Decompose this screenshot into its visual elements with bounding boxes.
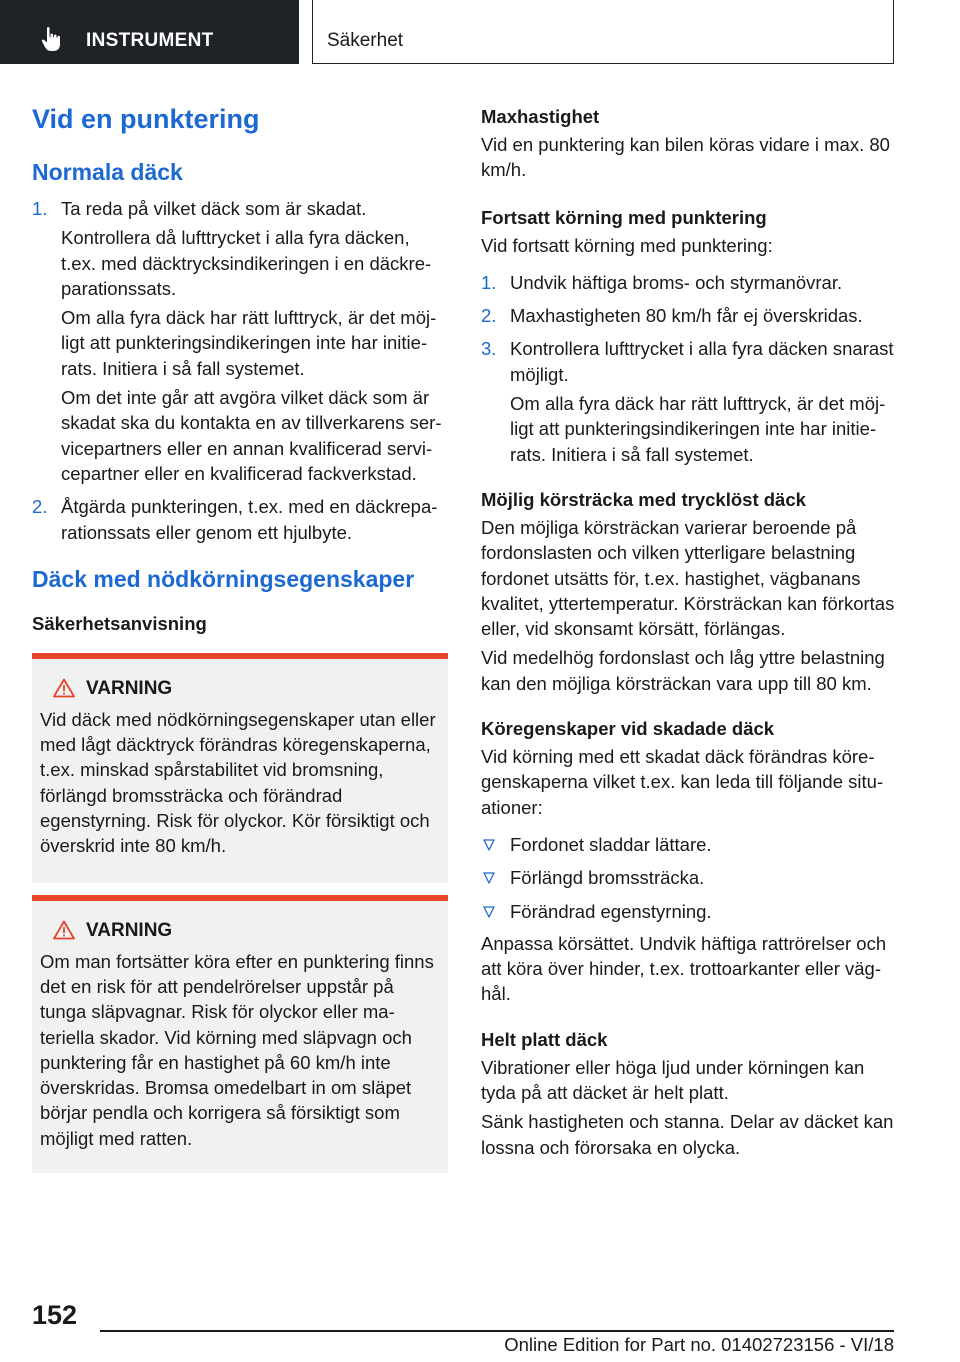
step-text: Kontrollera lufttrycket i alla fyra däcken snarast möjligt. — [510, 338, 894, 385]
step-text: Om det inte går att avgöra vilket däck som är skadat ska du kontakta en av tillverkarens servicepartners eller en annan kvalificerad servicepartner eller en kvalificerad fackverkstad. — [61, 387, 442, 484]
paragraph: Anpassa körsättet. Undvik häftiga rattrörelser och att köra över hinder, t.ex. trottoarkanter eller väghål. — [481, 932, 887, 1005]
subheading-normal-tires: Normala däck — [32, 159, 183, 185]
paragraph: Sänk hastigheten och stanna. Delar av däcket kan lossna och förorsaka en olycka. — [481, 1111, 894, 1158]
warning-header — [40, 919, 440, 949]
step-text: Ta reda på vilket däck som är skadat. — [61, 198, 367, 219]
header-page-title-box — [312, 0, 894, 64]
list-item — [481, 865, 897, 890]
step-number: 1. — [481, 271, 497, 293]
step-number: 2. — [481, 305, 497, 327]
bullet-text: Förlängd bromssträcka. — [510, 867, 705, 889]
warning-header — [40, 677, 440, 707]
list-item — [32, 196, 448, 486]
triangle-bullet-icon — [483, 872, 495, 884]
hand-pointer-icon — [40, 26, 64, 52]
heading-handling: Köregenskaper vid skadade däck — [481, 718, 775, 740]
heading-continued-driving: Fortsatt körning med punktering — [481, 206, 767, 228]
paragraph: Vid medelhög fordonslast och låg yttre belastning kan den möjliga körsträckan vara upp till 80 km. — [481, 647, 885, 694]
triangle-bullet-icon — [483, 839, 495, 851]
paragraph: Vid fortsatt körning med punktering: — [481, 234, 773, 256]
step-number: 1. — [32, 198, 48, 219]
continued-driving-steps — [481, 270, 897, 467]
heading-flat-tire: Helt platt däck — [481, 1028, 608, 1050]
step-number: 2. — [32, 496, 48, 518]
subheading-runflat: Däck med nödkörningsegenskaper — [32, 565, 415, 592]
list-item — [481, 270, 897, 295]
warning-triangle-icon — [53, 920, 75, 940]
heading-max-speed: Maxhastighet — [481, 106, 600, 127]
warning-box — [32, 895, 448, 1173]
warning-box — [32, 653, 448, 883]
list-item — [481, 899, 897, 924]
bullet-text: Förändrad egenstyrning. — [510, 900, 712, 922]
list-item — [481, 336, 897, 466]
step-text: Maxhastigheten 80 km/h får ej överskridas. — [510, 305, 863, 327]
handling-bullets — [481, 832, 897, 924]
paragraph: Den möjliga körsträckan varierar beroende på fordonslasten och vilken ytterligare belastning fordonet utsätts för, t.ex. hastighet, vägbanans kvalitet, yttertemperatur. Körsträckan kan förkortas eller, vid skonsamt körsätt, förlängas. — [481, 516, 895, 640]
section-label: INSTRUMENT — [86, 30, 214, 51]
page-title: Säkerhet — [327, 30, 404, 51]
warning-label: VARNING — [86, 677, 173, 699]
warning-text: Vid däck med nödkörningsegenskaper utan eller med lågt däcktryck förändras köregenskaperna, t.ex. minskad spårstabilitet vid bromsning, förlängd bromssträcka och förändrad egenstyrning. Risk för olyckor. Kör försiktigt och överskrid inte 80 km/h. — [40, 708, 436, 857]
step-text: Kontrollera då lufttrycket i alla fyra däcken, t.ex. med däcktrycksindikeringen i en däckreparationssats. — [61, 227, 432, 299]
step-number: 3. — [481, 338, 497, 360]
step-text: Om alla fyra däck har rätt lufttryck, är det möjligt att punkteringsindikeringen inte har initierats. Initiera i så fall systemet. — [61, 307, 437, 379]
warning-triangle-icon — [53, 678, 75, 698]
list-item — [481, 303, 897, 328]
edition-note: Online Edition for Part no. 01402723156 - VI/18 — [504, 1334, 894, 1355]
header-section-tab — [0, 0, 299, 64]
paragraph: Vibrationer eller höga ljud under körningen kan tyda på att däcket är helt platt. — [481, 1056, 865, 1104]
paragraph: Vid körning med ett skadat däck förändras köregenskaperna vilket t.ex. kan leda till följande situationer: — [481, 746, 884, 818]
right-column — [481, 100, 897, 1160]
step-text: Undvik häftiga broms- och styrmanövrar. — [510, 271, 843, 293]
page-number: 152 — [32, 1300, 78, 1330]
warning-text: Om man fortsätter köra efter en punktering finns det en risk för att pendelrörelser uppstår på tunga släpvagnar. Risk för olyckor eller materiella skador. Vid körning med släpvagn och punktering får en hastighet på 60 km/h inte överskridas. Bromsa omedelbart in om släpet börjar pendla och korrigera så försiktigt som möjligt med ratten. — [40, 950, 434, 1149]
warning-label: VARNING — [86, 919, 173, 941]
heading-range: Möjlig körsträcka med trycklöst däck — [481, 488, 806, 510]
list-item — [32, 494, 448, 545]
safety-heading: Säkerhetsanvisning — [32, 612, 207, 634]
normal-tires-steps — [32, 196, 448, 545]
step-text: Om alla fyra däck har rätt lufttryck, är det möjligt att punkteringsindikeringen inte har initierats. Initiera i så fall systemet. — [510, 393, 886, 465]
step-text: Åtgärda punkteringen, t.ex. med en däckreparationssats eller genom ett hjulbyte. — [61, 496, 438, 543]
paragraph: Vid en punktering kan bilen köras vidare i max. 80 km/h. — [481, 134, 890, 181]
list-item — [481, 832, 897, 857]
left-column — [32, 100, 448, 1173]
bullet-text: Fordonet sladdar lättare. — [510, 833, 712, 855]
main-heading: Vid en punktering — [32, 104, 260, 134]
triangle-bullet-icon — [483, 906, 495, 918]
